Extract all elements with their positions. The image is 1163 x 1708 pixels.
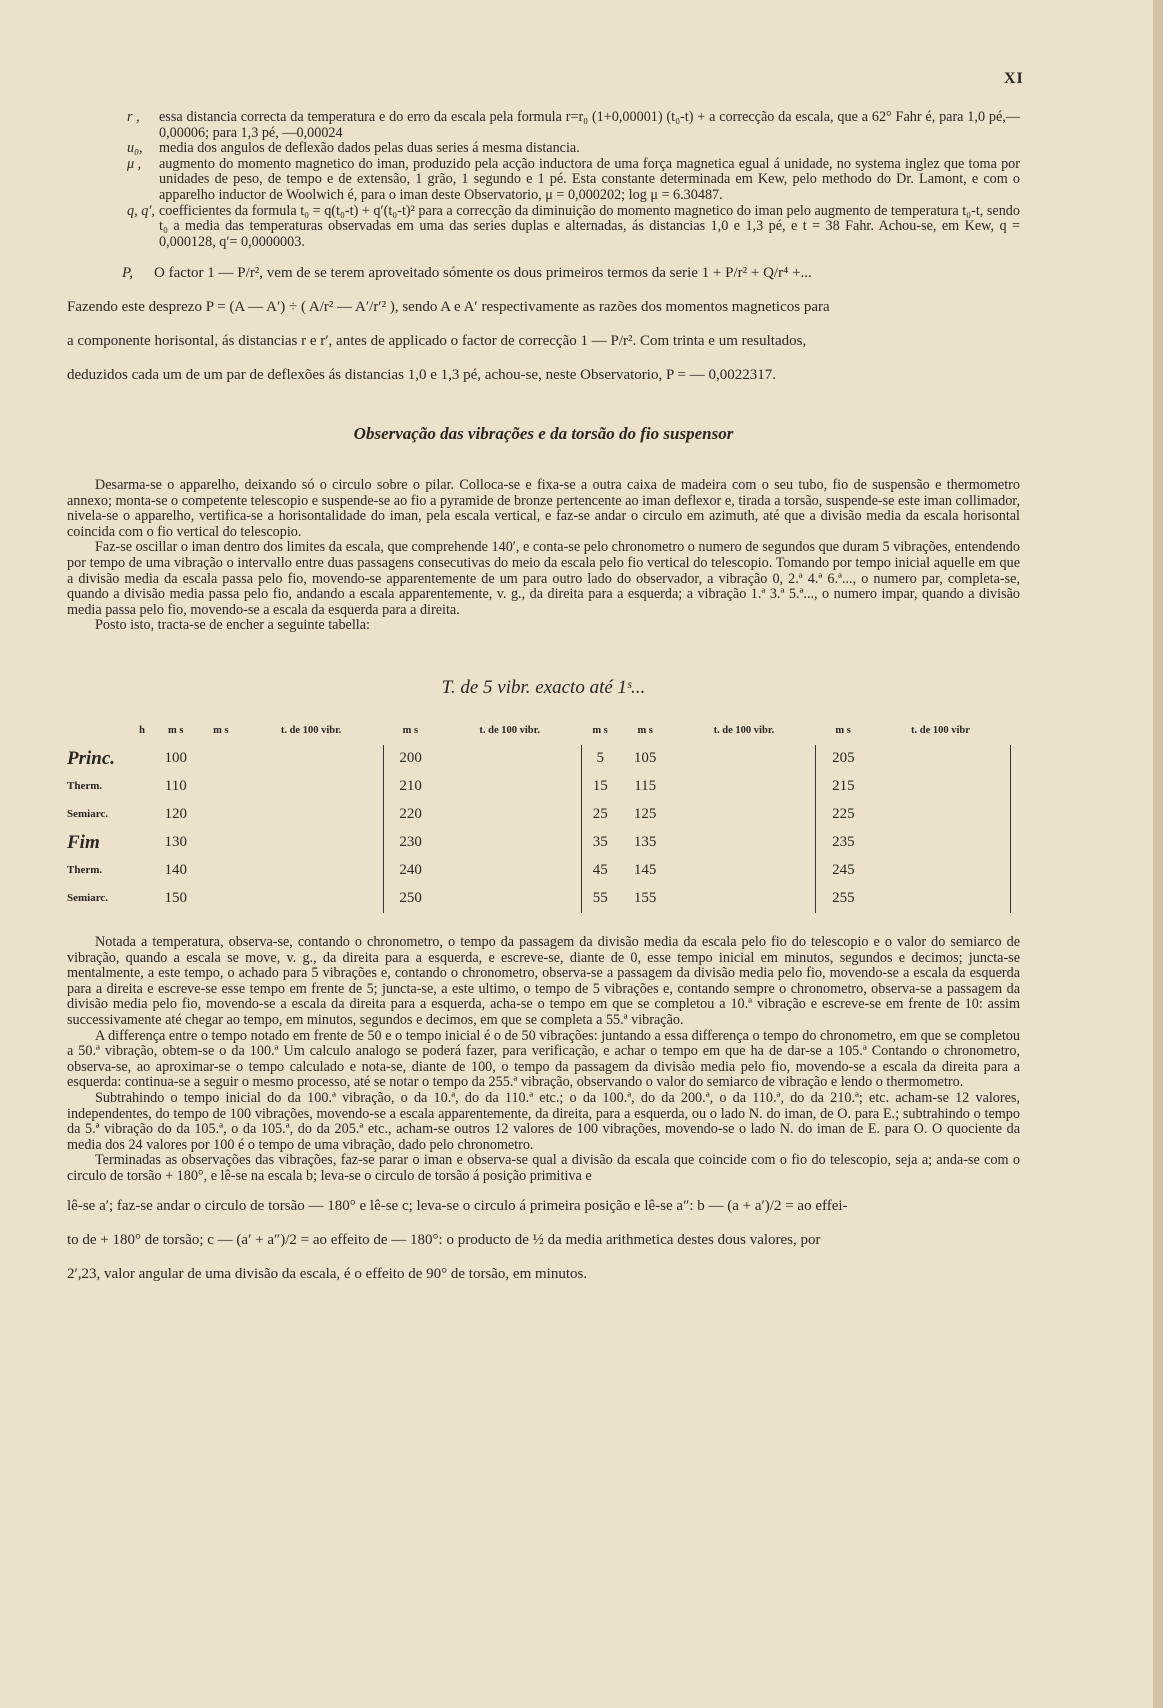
definition-q xyxy=(67,204,1020,251)
table-row xyxy=(67,801,1011,829)
formula-line: to de + 180° de torsão; c — (a′ + a″)/2 = ao effeito de — 180°: o producto de ½ da media arithmetica destes dous valores, por xyxy=(67,1231,821,1248)
symbol-definitions xyxy=(67,110,1020,290)
blank-cell xyxy=(202,773,239,801)
body-paragraph: Posto isto, tracta-se de encher a seguinte tabella: xyxy=(95,617,370,634)
table-cell: 55 xyxy=(592,890,608,907)
blank-cell xyxy=(672,885,816,913)
body-paragraph: A differença entre o tempo notado em frente de 50 e o tempo inicial é o de 50 vibrações: juntando a essa differença o tempo do chronometro, em que se completou a 50.ª vibração, obtem-se o da 100.ª Um calculo analogo se poderá fazer, para verificação, e achar o tempo em que ha de dar-se a 105.ª Contando o chronometro, observa-se, ao aproximar-se o tempo calculado e nota-se, diante de 100, o tempo da passagem da divisão media pelo fio, movendo-se a escala da direita para a esquerda: continua-se a seguir o mesmo processo, até se notar o tempo da 255.ª vibração, observando o valor do semiarco de vibração e lendo o thermometro. xyxy=(67,1027,1020,1091)
blank-cell xyxy=(870,801,1010,829)
formula-line: deduzidos cada um de um par de deflexões ás distancias 1,0 e 1,3 pé, achou-se, neste Observatorio, P = — 0,0022317. xyxy=(67,367,776,384)
definition-p xyxy=(67,256,1020,290)
definition-r xyxy=(67,110,1020,141)
page-number: XI xyxy=(1004,70,1024,87)
definition-text: essa distancia correcta da temperatura e do erro da escala pela formula r=r₀ (1+0,00001) (t₀-t) + a correcção da escala, que a 62° Fahr é, para 1,0 pé,—0,00006; para 1,3 pé, —0,00024 xyxy=(159,109,1020,141)
table-cell: 140 xyxy=(164,862,187,879)
section-body xyxy=(67,478,1020,634)
col-header: m s xyxy=(213,725,229,737)
table-cell: 120 xyxy=(164,806,187,823)
table-header-row xyxy=(67,723,1011,745)
blank-cell xyxy=(438,745,582,773)
col-header: t. de 100 vibr. xyxy=(280,725,342,737)
table-cell: 105 xyxy=(633,750,657,767)
blank-cell xyxy=(202,745,239,773)
blank-cell xyxy=(239,773,383,801)
definition-symbol: P, xyxy=(122,265,133,282)
col-header: t. de 100 vibr. xyxy=(479,725,540,737)
formula-line: 2′,23, valor angular de uma divisão da escala, é o effeito de 90° de torsão, em minutos. xyxy=(67,1265,588,1282)
blank-cell xyxy=(870,857,1010,885)
table-cell: 155 xyxy=(633,890,657,907)
col-header: m s xyxy=(637,725,653,737)
blank-cell xyxy=(672,801,816,829)
blank-cell xyxy=(239,857,383,885)
page-content xyxy=(67,110,1020,1291)
table-row xyxy=(67,829,1011,857)
formula-line: lê-se a′; faz-se andar o circulo de torsão — 180° e lê-se c; leva-se o circulo á primeira posição e lê-se a″: b — (a + a′)/2 = ao effei- xyxy=(67,1197,848,1214)
blank-cell xyxy=(438,857,582,885)
blank-cell xyxy=(870,773,1010,801)
formula-line: a componente horisontal, ás distancias r e r′, antes de applicado o factor de correcção 1 — P/r². Com trinta e um resultados, xyxy=(67,333,807,350)
blank-cell xyxy=(202,829,239,857)
col-header: m s xyxy=(167,725,184,737)
table-cell: 235 xyxy=(832,834,855,851)
row-label: Fim xyxy=(67,832,100,854)
blank-cell xyxy=(438,773,582,801)
section-title: Observação das vibrações e da torsão do fio suspensor xyxy=(353,424,734,444)
blank-cell xyxy=(672,773,816,801)
col-header: t. de 100 vibr xyxy=(911,725,970,737)
table-cell: 200 xyxy=(399,750,422,767)
blank-cell xyxy=(438,801,582,829)
table-cell: 220 xyxy=(399,806,422,823)
table-cell: 255 xyxy=(832,890,855,907)
table-cell: 110 xyxy=(164,778,187,795)
table-cell: 250 xyxy=(399,890,422,907)
definition-text: O factor 1 — P/r², vem de se terem aproveitado sómente os dous primeiros termos da serie 1 + P/r² + Q/r⁴ +... xyxy=(154,265,812,282)
blank-cell xyxy=(239,745,383,773)
col-header: h xyxy=(139,725,145,737)
blank-cell xyxy=(672,857,816,885)
blank-cell xyxy=(202,885,239,913)
formula-paragraph xyxy=(67,290,1020,392)
definition-symbol: q, q′, xyxy=(127,202,155,219)
torsion-formula xyxy=(67,1189,1020,1291)
row-label: Semiarc. xyxy=(67,808,109,821)
table-cell: 210 xyxy=(399,778,422,795)
definition-mu xyxy=(67,157,1020,204)
col-header: m s xyxy=(835,725,851,737)
blank-cell xyxy=(438,885,582,913)
definition-text: coefficientes da formula t₀ = q(t₀-t) + q′(t₀-t)² para a correcção da diminuição do momento magnetico do iman pelo augmento de temperatura t₀-t, sendo t₀ a media das temperaturas observadas em uma das series duplas e alternadas, ás distancias 1,0 e 1,3 pé, e t = 38 Fahr. Achou-se, em Kew, q = 0,000128, q′= 0,0000003. xyxy=(159,202,1020,250)
definition-symbol: u₀, xyxy=(127,140,143,157)
body-paragraph: Faz-se oscillar o iman dentro dos limites da escala, que comprehende 140′, e conta-se pelo chronometro o numero de segundos que duram 5 vibrações, entendendo por tempo de uma vibração o intervallo entre duas passagens consecutivas do meio da escala pelo fio vertical do telescopio. Tomando por tempo inicial aquelle em que a divisão media da escala passa pelo fio, movendo-se apparentemente de um para outro lado do observador, a vibração 0, 2.ª 4.ª 6.ª..., o numero par, completa-se, quando a divisão media passa pelo fio, andando a escala apparentemente, v. g., da direita para a esquerda; a vibração 1.ª 3.ª 5.ª..., o numero impar, quando a divisão media passa pelo fio, movendo-se a escala da esquerda para a direita. xyxy=(67,539,1020,618)
table-cell: 115 xyxy=(634,778,657,795)
row-label: Semiarc. xyxy=(67,892,109,905)
blank-cell xyxy=(202,857,239,885)
body-paragraph: Terminadas as observações das vibrações, faz-se parar o iman e observa-se qual a divisão da escala que coincide com o fio do telescopio, seja a; anda-se com o circulo de torsão + 180°, e lê-se na escala b; leva-se o circulo de torsão á posição primitiva e xyxy=(67,1152,1020,1184)
table-cell: 45 xyxy=(592,862,608,879)
table-cell: 150 xyxy=(164,890,187,907)
blank-cell xyxy=(438,829,582,857)
definition-symbol: μ , xyxy=(127,155,142,172)
definition-u0 xyxy=(67,141,1020,157)
blank-cell xyxy=(239,801,383,829)
table-cell: 135 xyxy=(633,834,657,851)
table-cell: 130 xyxy=(164,834,187,851)
blank-cell xyxy=(870,829,1010,857)
lower-body xyxy=(67,935,1020,1291)
table-row xyxy=(67,745,1011,773)
body-paragraph: Notada a temperatura, observa-se, contando o chronometro, o tempo da passagem da divisão media da escala pelo fio do telescopio e o valor do semiarco de vibração, quando a escala se move, v. g., da direita para a esquerda, e escreve-se, diante de 0, esse tempo inicial em minutos, segundos e decimos; juncta-se mentalmente, a este tempo, o achado para 5 vibrações e, contando o chronometro, observa-se a passagem da divisão media pelo fio, movendo-se a escala da esquerda para a direita e escreve-se esse tempo em frente de 5; juncta-se, a este ultimo, o tempo de 5 vibrações e, contando sempre o chronometro, observa-se a passagem da divisão media pelo fio, movendo-se a escala da direita para a esquerda, acha-se o tempo em que se completou a 10.ª vibração e escreve-se em frente de 10: assim successivamente até chegar ao tempo, em minutos, segundos e decimos, em que se completa a 55.ª vibração. xyxy=(67,934,1020,1029)
table-row xyxy=(67,857,1011,885)
blank-cell xyxy=(672,829,816,857)
col-header: m s xyxy=(402,725,419,737)
table-cell: 205 xyxy=(832,750,855,767)
table-cell: 230 xyxy=(399,834,422,851)
page-edge xyxy=(1153,0,1163,1708)
body-paragraph: Subtrahindo o tempo inicial do da 100.ª vibração, o da 10.ª, do da 110.ª etc.; o da 100.ª, do da 200.ª, o da 110.ª, do da 210.ª; etc. acham-se 12 valores, independentes, do tempo de 100 vibrações, movendo-se a escala apparentemente, da direita, para a esquerda, ou o lado N. do iman, de O. para E.; subtrahindo o tempo da 5.ª vibração do da 105.ª, o da 105.ª, do da 205.ª etc., acham-se outros 12 valores de 100 vibrações, movendo-se o lado N. do iman de E. para O. O quociente da media dos 24 valores por 100 é o tempo de uma vibração, dado pelo chronometro. xyxy=(67,1090,1020,1153)
row-label: Therm. xyxy=(67,780,103,793)
table-cell: 15 xyxy=(592,778,608,795)
row-label: Princ. xyxy=(67,748,116,770)
vibration-table xyxy=(67,723,1011,913)
blank-cell xyxy=(239,829,383,857)
col-header: t. de 100 vibr. xyxy=(713,725,775,737)
col-header: m s xyxy=(592,725,608,737)
body-paragraph: Desarma-se o apparelho, deixando só o circulo sobre o pilar. Colloca-se e fixa-se a outra caixa de madeira com o seu tubo, fio de suspensão e thermometro annexo; monta-se o competente telescopio e suspende-se ao fio a pyramide de bronze pertencente ao iman deflexor e, tirada a torsão, suspende-se este iman collimador, nivela-se o apparelho, vertifica-se a horisontalidade do iman, pela escala vertical, e faz-se andar o circulo em azimuth, até que a divisão media da escala horisontal coincida com o fio vertical do telescopio. xyxy=(67,476,1020,540)
blank-cell xyxy=(870,745,1010,773)
table-cell: 25 xyxy=(592,806,608,823)
table-cell: 225 xyxy=(832,806,855,823)
table-row xyxy=(67,773,1011,801)
table-cell: 125 xyxy=(633,806,657,823)
table-row xyxy=(67,885,1011,913)
table-cell: 245 xyxy=(832,862,855,879)
table-cell: 240 xyxy=(399,862,422,879)
formula-line: Fazendo este desprezo P = (A — A′) ÷ ( A/r² — A′/r′² ), sendo A e A′ respectivamente as razões dos momentos magneticos para xyxy=(67,299,830,316)
table-cell: 215 xyxy=(832,778,855,795)
definition-text: media dos angulos de deflexão dados pelas duas series á mesma distancia. xyxy=(159,140,580,157)
blank-cell xyxy=(672,745,816,773)
table-title: T. de 5 vibr. exacto até 1ˢ... xyxy=(441,676,646,698)
table-cell: 35 xyxy=(592,834,608,851)
table-cell: 145 xyxy=(633,862,657,879)
blank-cell xyxy=(202,801,239,829)
definition-symbol: r , xyxy=(127,109,140,125)
definition-text: augmento do momento magnetico do iman, produzido pela acção inductora de uma força magnetica egual á unidade, no systema inglez que toma por unidades de peso, de tempo e de extensão, 1 grão, 1 segundo e 1 pé. Esta constante determinada em Kew, pelo methodo do Dr. Lamont, e com o apparelho inductor de Woolwich é, para o iman deste Observatorio, μ = 0,000202; log μ = 6.30487. xyxy=(159,155,1020,203)
table-cell: 100 xyxy=(164,750,187,767)
blank-cell xyxy=(239,885,383,913)
table-cell: 5 xyxy=(596,750,605,767)
row-label: Therm. xyxy=(67,864,103,877)
blank-cell xyxy=(870,885,1010,913)
